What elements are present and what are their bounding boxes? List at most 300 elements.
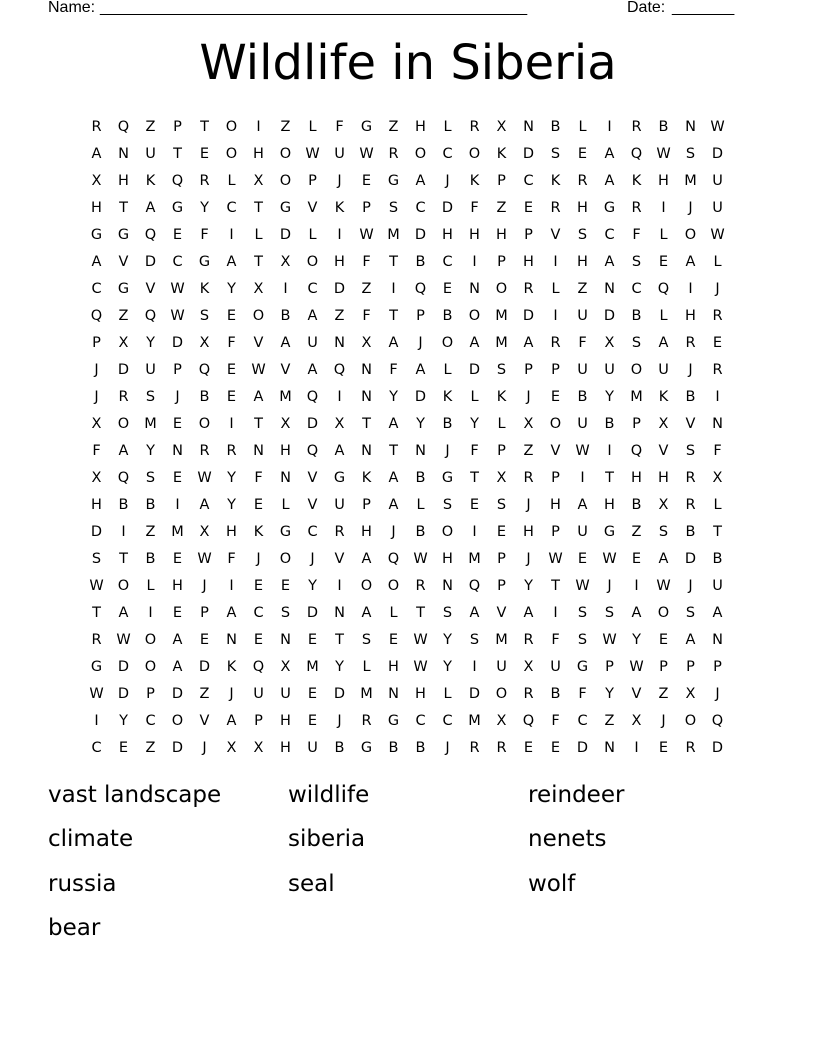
grid-letter[interactable]: W: [89, 686, 104, 702]
grid-letter[interactable]: G: [279, 524, 292, 540]
grid-letter[interactable]: L: [659, 308, 668, 324]
grid-letter[interactable]: U: [577, 524, 588, 540]
grid-letter[interactable]: Y: [389, 389, 398, 405]
grid-letter[interactable]: Y: [470, 416, 479, 432]
grid-letter[interactable]: F: [389, 362, 398, 378]
grid-letter[interactable]: O: [306, 254, 319, 270]
grid-letter[interactable]: D: [90, 524, 103, 540]
grid-letter[interactable]: A: [334, 443, 345, 459]
grid-letter[interactable]: B: [550, 686, 561, 702]
grid-letter[interactable]: T: [389, 443, 398, 459]
grid-letter[interactable]: I: [94, 713, 99, 729]
grid-letter[interactable]: M: [495, 632, 508, 648]
grid-letter[interactable]: M: [684, 173, 697, 189]
grid-letter[interactable]: C: [415, 200, 426, 216]
grid-letter[interactable]: J: [337, 713, 342, 729]
grid-letter[interactable]: Z: [361, 281, 372, 297]
grid-letter[interactable]: N: [334, 605, 345, 621]
grid-letter[interactable]: O: [495, 686, 508, 702]
grid-letter[interactable]: G: [387, 173, 400, 189]
grid-letter[interactable]: A: [604, 173, 615, 189]
grid-letter[interactable]: D: [171, 740, 184, 756]
grid-letter[interactable]: R: [523, 632, 534, 648]
grid-letter[interactable]: E: [199, 146, 210, 162]
grid-letter[interactable]: H: [442, 227, 453, 243]
grid-letter[interactable]: S: [388, 200, 399, 216]
grid-letter[interactable]: Q: [630, 146, 643, 162]
grid-letter[interactable]: C: [604, 227, 615, 243]
grid-letter[interactable]: R: [523, 281, 534, 297]
grid-letter[interactable]: U: [712, 200, 723, 216]
grid-letter[interactable]: I: [580, 470, 585, 486]
grid-letter[interactable]: X: [280, 416, 291, 432]
grid-letter[interactable]: W: [170, 308, 185, 324]
grid-letter[interactable]: V: [307, 200, 318, 216]
grid-letter[interactable]: T: [173, 146, 182, 162]
grid-letter[interactable]: P: [362, 497, 371, 513]
grid-letter[interactable]: K: [496, 146, 507, 162]
grid-letter[interactable]: A: [415, 173, 426, 189]
grid-letter[interactable]: G: [576, 659, 589, 675]
grid-letter[interactable]: M: [495, 308, 508, 324]
grid-letter[interactable]: J: [94, 389, 99, 405]
grid-letter[interactable]: Z: [523, 443, 534, 459]
grid-letter[interactable]: K: [361, 470, 372, 486]
grid-letter[interactable]: D: [576, 740, 589, 756]
grid-letter[interactable]: E: [307, 686, 318, 702]
grid-letter[interactable]: L: [497, 416, 506, 432]
grid-letter[interactable]: E: [550, 740, 561, 756]
grid-letter[interactable]: N: [118, 146, 129, 162]
grid-letter[interactable]: B: [577, 389, 588, 405]
grid-letter[interactable]: R: [631, 119, 642, 135]
grid-letter[interactable]: R: [469, 119, 480, 135]
grid-letter[interactable]: W: [629, 659, 644, 675]
grid-letter[interactable]: N: [226, 632, 237, 648]
grid-letter[interactable]: U: [712, 173, 723, 189]
grid-letter[interactable]: I: [661, 200, 666, 216]
grid-letter[interactable]: Z: [334, 308, 345, 324]
grid-letter[interactable]: E: [550, 389, 561, 405]
grid-letter[interactable]: O: [279, 173, 292, 189]
grid-letter[interactable]: Z: [631, 524, 642, 540]
grid-letter[interactable]: E: [280, 578, 291, 594]
grid-letter[interactable]: X: [91, 173, 102, 189]
grid-letter[interactable]: P: [416, 308, 425, 324]
grid-letter[interactable]: V: [199, 713, 210, 729]
grid-letter[interactable]: V: [496, 605, 507, 621]
grid-letter[interactable]: S: [631, 254, 642, 270]
grid-letter[interactable]: Z: [658, 686, 669, 702]
grid-letter[interactable]: E: [172, 416, 183, 432]
grid-letter[interactable]: J: [715, 686, 720, 702]
grid-letter[interactable]: V: [253, 335, 264, 351]
grid-letter[interactable]: X: [658, 497, 669, 513]
grid-letter[interactable]: M: [171, 524, 184, 540]
grid-letter[interactable]: I: [472, 659, 477, 675]
grid-letter[interactable]: U: [577, 416, 588, 432]
grid-letter[interactable]: B: [631, 497, 642, 513]
grid-letter[interactable]: M: [144, 416, 157, 432]
grid-letter[interactable]: H: [496, 227, 507, 243]
grid-letter[interactable]: Y: [308, 578, 317, 594]
grid-letter[interactable]: K: [334, 200, 345, 216]
grid-letter[interactable]: I: [229, 227, 234, 243]
grid-letter[interactable]: O: [387, 578, 400, 594]
grid-letter[interactable]: J: [688, 578, 693, 594]
grid-letter[interactable]: T: [362, 416, 371, 432]
grid-letter[interactable]: J: [202, 740, 207, 756]
grid-letter[interactable]: Y: [605, 389, 614, 405]
grid-letter[interactable]: A: [172, 659, 183, 675]
grid-letter[interactable]: F: [335, 119, 344, 135]
grid-letter[interactable]: V: [631, 686, 642, 702]
grid-letter[interactable]: H: [658, 470, 669, 486]
grid-letter[interactable]: C: [442, 146, 453, 162]
grid-letter[interactable]: B: [712, 551, 723, 567]
grid-letter[interactable]: C: [226, 200, 237, 216]
grid-letter[interactable]: K: [469, 173, 480, 189]
grid-letter[interactable]: Z: [145, 119, 156, 135]
grid-letter[interactable]: E: [658, 632, 669, 648]
grid-letter[interactable]: W: [602, 551, 617, 567]
grid-letter[interactable]: C: [91, 281, 102, 297]
grid-letter[interactable]: T: [470, 470, 479, 486]
grid-letter[interactable]: Q: [198, 362, 211, 378]
grid-letter[interactable]: A: [199, 497, 210, 513]
grid-letter[interactable]: J: [202, 578, 207, 594]
grid-letter[interactable]: B: [118, 497, 129, 513]
grid-letter[interactable]: I: [229, 578, 234, 594]
grid-letter[interactable]: S: [685, 443, 696, 459]
grid-letter[interactable]: G: [603, 200, 616, 216]
grid-letter[interactable]: Q: [252, 659, 265, 675]
grid-letter[interactable]: N: [253, 443, 264, 459]
grid-letter[interactable]: L: [659, 227, 668, 243]
grid-letter[interactable]: E: [226, 308, 237, 324]
grid-letter[interactable]: C: [145, 713, 156, 729]
grid-letter[interactable]: A: [658, 335, 669, 351]
grid-letter[interactable]: Q: [117, 470, 130, 486]
grid-letter[interactable]: D: [414, 389, 427, 405]
grid-letter[interactable]: U: [145, 146, 156, 162]
grid-letter[interactable]: H: [361, 524, 372, 540]
grid-letter[interactable]: X: [523, 416, 534, 432]
grid-letter[interactable]: W: [359, 227, 374, 243]
grid-letter[interactable]: O: [117, 416, 130, 432]
grid-letter[interactable]: X: [253, 173, 264, 189]
grid-letter[interactable]: I: [391, 281, 396, 297]
grid-letter[interactable]: U: [145, 362, 156, 378]
grid-letter[interactable]: P: [551, 362, 560, 378]
grid-letter[interactable]: M: [468, 551, 481, 567]
grid-letter[interactable]: W: [413, 659, 428, 675]
grid-letter[interactable]: S: [604, 605, 615, 621]
grid-letter[interactable]: I: [337, 578, 342, 594]
grid-letter[interactable]: Y: [335, 659, 344, 675]
grid-letter[interactable]: Y: [227, 281, 236, 297]
grid-letter[interactable]: H: [523, 254, 534, 270]
grid-letter[interactable]: A: [604, 254, 615, 270]
grid-letter[interactable]: T: [254, 416, 263, 432]
grid-letter[interactable]: H: [469, 227, 480, 243]
grid-letter[interactable]: A: [685, 632, 696, 648]
grid-letter[interactable]: R: [469, 740, 480, 756]
grid-letter[interactable]: J: [688, 200, 693, 216]
grid-letter[interactable]: D: [684, 551, 697, 567]
grid-letter[interactable]: A: [388, 335, 399, 351]
grid-letter[interactable]: W: [413, 632, 428, 648]
grid-letter[interactable]: S: [685, 605, 696, 621]
grid-letter[interactable]: H: [442, 551, 453, 567]
grid-letter[interactable]: A: [91, 254, 102, 270]
grid-letter[interactable]: D: [468, 362, 481, 378]
grid-letter[interactable]: V: [280, 362, 291, 378]
grid-letter[interactable]: N: [604, 740, 615, 756]
grid-letter[interactable]: R: [523, 686, 534, 702]
grid-letter[interactable]: J: [445, 740, 450, 756]
grid-letter[interactable]: A: [658, 551, 669, 567]
grid-letter[interactable]: X: [523, 659, 534, 675]
grid-letter[interactable]: I: [607, 119, 612, 135]
grid-letter[interactable]: S: [280, 605, 291, 621]
grid-letter[interactable]: I: [148, 605, 153, 621]
grid-letter[interactable]: E: [658, 254, 669, 270]
grid-letter[interactable]: S: [496, 362, 507, 378]
grid-letter[interactable]: R: [361, 713, 372, 729]
grid-letter[interactable]: W: [710, 119, 725, 135]
grid-letter[interactable]: Z: [496, 200, 507, 216]
grid-letter[interactable]: N: [361, 389, 372, 405]
grid-letter[interactable]: Q: [711, 713, 724, 729]
grid-letter[interactable]: C: [307, 281, 318, 297]
grid-letter[interactable]: I: [607, 443, 612, 459]
grid-letter[interactable]: H: [253, 146, 264, 162]
grid-letter[interactable]: R: [577, 173, 588, 189]
grid-letter[interactable]: E: [172, 605, 183, 621]
grid-letter[interactable]: Z: [577, 281, 588, 297]
grid-letter[interactable]: N: [712, 416, 723, 432]
grid-letter[interactable]: E: [577, 551, 588, 567]
grid-letter[interactable]: H: [604, 497, 615, 513]
grid-letter[interactable]: Y: [227, 497, 236, 513]
grid-letter[interactable]: L: [443, 362, 452, 378]
grid-letter[interactable]: L: [389, 605, 398, 621]
grid-letter[interactable]: D: [198, 659, 211, 675]
grid-letter[interactable]: S: [577, 227, 588, 243]
grid-letter[interactable]: G: [90, 659, 103, 675]
grid-letter[interactable]: U: [550, 659, 561, 675]
grid-letter[interactable]: F: [470, 443, 479, 459]
grid-letter[interactable]: B: [280, 308, 291, 324]
grid-letter[interactable]: C: [523, 173, 534, 189]
grid-letter[interactable]: N: [469, 281, 480, 297]
grid-letter[interactable]: P: [524, 362, 533, 378]
grid-letter[interactable]: G: [171, 200, 184, 216]
grid-letter[interactable]: W: [359, 146, 374, 162]
grid-letter[interactable]: P: [713, 659, 722, 675]
grid-letter[interactable]: O: [144, 659, 157, 675]
grid-letter[interactable]: W: [602, 632, 617, 648]
grid-letter[interactable]: R: [685, 497, 696, 513]
grid-letter[interactable]: J: [445, 173, 450, 189]
grid-letter[interactable]: J: [607, 578, 612, 594]
grid-letter[interactable]: H: [334, 254, 345, 270]
grid-letter[interactable]: C: [442, 254, 453, 270]
grid-letter[interactable]: F: [254, 470, 263, 486]
grid-letter[interactable]: Y: [227, 470, 236, 486]
grid-letter[interactable]: E: [523, 740, 534, 756]
grid-letter[interactable]: Q: [333, 362, 346, 378]
grid-letter[interactable]: G: [279, 200, 292, 216]
grid-letter[interactable]: T: [200, 119, 209, 135]
grid-letter[interactable]: T: [389, 254, 398, 270]
grid-letter[interactable]: K: [631, 173, 642, 189]
grid-letter[interactable]: D: [522, 308, 535, 324]
grid-letter[interactable]: U: [577, 308, 588, 324]
grid-letter[interactable]: H: [280, 740, 291, 756]
grid-letter[interactable]: J: [526, 551, 531, 567]
grid-letter[interactable]: I: [256, 119, 261, 135]
grid-letter[interactable]: I: [553, 254, 558, 270]
grid-letter[interactable]: N: [334, 335, 345, 351]
grid-letter[interactable]: B: [442, 308, 453, 324]
grid-letter[interactable]: H: [172, 578, 183, 594]
grid-letter[interactable]: L: [713, 254, 722, 270]
grid-letter[interactable]: R: [550, 335, 561, 351]
grid-letter[interactable]: I: [634, 578, 639, 594]
grid-letter[interactable]: A: [226, 605, 237, 621]
grid-letter[interactable]: N: [280, 470, 291, 486]
grid-letter[interactable]: O: [468, 146, 481, 162]
grid-letter[interactable]: H: [91, 497, 102, 513]
grid-letter[interactable]: L: [713, 497, 722, 513]
grid-letter[interactable]: I: [688, 281, 693, 297]
grid-letter[interactable]: I: [121, 524, 126, 540]
grid-letter[interactable]: P: [308, 173, 317, 189]
grid-letter[interactable]: O: [252, 308, 265, 324]
grid-letter[interactable]: D: [117, 686, 130, 702]
grid-letter[interactable]: W: [89, 578, 104, 594]
grid-letter[interactable]: C: [172, 254, 183, 270]
grid-letter[interactable]: R: [199, 173, 210, 189]
grid-letter[interactable]: S: [145, 470, 156, 486]
grid-letter[interactable]: T: [551, 578, 560, 594]
grid-letter[interactable]: B: [658, 119, 669, 135]
grid-letter[interactable]: R: [712, 362, 723, 378]
grid-letter[interactable]: A: [91, 146, 102, 162]
grid-letter[interactable]: E: [253, 578, 264, 594]
grid-letter[interactable]: C: [253, 605, 264, 621]
grid-letter[interactable]: L: [551, 281, 560, 297]
grid-letter[interactable]: P: [173, 119, 182, 135]
grid-letter[interactable]: L: [578, 119, 587, 135]
grid-letter[interactable]: D: [144, 254, 157, 270]
grid-letter[interactable]: A: [118, 443, 129, 459]
grid-letter[interactable]: J: [418, 335, 423, 351]
grid-letter[interactable]: G: [117, 227, 130, 243]
grid-letter[interactable]: B: [550, 119, 561, 135]
grid-letter[interactable]: D: [117, 362, 130, 378]
grid-letter[interactable]: B: [199, 389, 210, 405]
grid-letter[interactable]: I: [715, 389, 720, 405]
grid-letter[interactable]: W: [413, 551, 428, 567]
date-blank-line[interactable]: _______: [672, 0, 735, 16]
grid-letter[interactable]: N: [442, 578, 453, 594]
grid-letter[interactable]: J: [337, 173, 342, 189]
grid-letter[interactable]: A: [307, 308, 318, 324]
grid-letter[interactable]: R: [685, 470, 696, 486]
grid-letter[interactable]: A: [712, 605, 723, 621]
grid-letter[interactable]: Q: [468, 578, 481, 594]
grid-letter[interactable]: R: [199, 443, 210, 459]
grid-letter[interactable]: D: [711, 740, 724, 756]
grid-letter[interactable]: H: [577, 254, 588, 270]
grid-letter[interactable]: A: [685, 254, 696, 270]
grid-letter[interactable]: X: [658, 416, 669, 432]
grid-letter[interactable]: P: [551, 524, 560, 540]
grid-letter[interactable]: T: [254, 254, 263, 270]
grid-letter[interactable]: K: [496, 389, 507, 405]
grid-letter[interactable]: E: [172, 227, 183, 243]
grid-letter[interactable]: N: [604, 281, 615, 297]
grid-letter[interactable]: P: [200, 605, 209, 621]
grid-letter[interactable]: R: [226, 443, 237, 459]
grid-letter[interactable]: B: [685, 389, 696, 405]
grid-letter[interactable]: L: [227, 173, 236, 189]
grid-letter[interactable]: H: [415, 686, 426, 702]
grid-letter[interactable]: O: [684, 227, 697, 243]
grid-letter[interactable]: W: [116, 632, 131, 648]
grid-letter[interactable]: N: [172, 443, 183, 459]
grid-letter[interactable]: S: [685, 146, 696, 162]
grid-letter[interactable]: C: [631, 281, 642, 297]
grid-letter[interactable]: L: [308, 227, 317, 243]
grid-letter[interactable]: O: [684, 713, 697, 729]
grid-letter[interactable]: K: [145, 173, 156, 189]
grid-letter[interactable]: Y: [200, 200, 209, 216]
grid-letter[interactable]: N: [361, 362, 372, 378]
grid-letter[interactable]: O: [279, 146, 292, 162]
grid-letter[interactable]: F: [578, 335, 587, 351]
grid-letter[interactable]: S: [550, 146, 561, 162]
grid-letter[interactable]: Q: [144, 227, 157, 243]
grid-letter[interactable]: N: [685, 119, 696, 135]
grid-letter[interactable]: X: [604, 335, 615, 351]
grid-letter[interactable]: G: [360, 119, 373, 135]
grid-letter[interactable]: J: [526, 497, 531, 513]
grid-letter[interactable]: F: [227, 335, 236, 351]
grid-letter[interactable]: R: [523, 470, 534, 486]
grid-letter[interactable]: J: [391, 524, 396, 540]
grid-letter[interactable]: S: [469, 632, 480, 648]
grid-letter[interactable]: J: [256, 551, 261, 567]
grid-letter[interactable]: I: [337, 227, 342, 243]
grid-letter[interactable]: M: [306, 659, 319, 675]
grid-letter[interactable]: G: [387, 713, 400, 729]
grid-letter[interactable]: E: [226, 362, 237, 378]
grid-letter[interactable]: D: [117, 659, 130, 675]
grid-letter[interactable]: H: [226, 524, 237, 540]
grid-letter[interactable]: A: [361, 605, 372, 621]
grid-letter[interactable]: F: [578, 686, 587, 702]
grid-letter[interactable]: H: [118, 173, 129, 189]
grid-letter[interactable]: B: [631, 308, 642, 324]
grid-letter[interactable]: W: [170, 281, 185, 297]
grid-letter[interactable]: S: [577, 632, 588, 648]
grid-letter[interactable]: M: [279, 389, 292, 405]
grid-letter[interactable]: O: [441, 524, 454, 540]
